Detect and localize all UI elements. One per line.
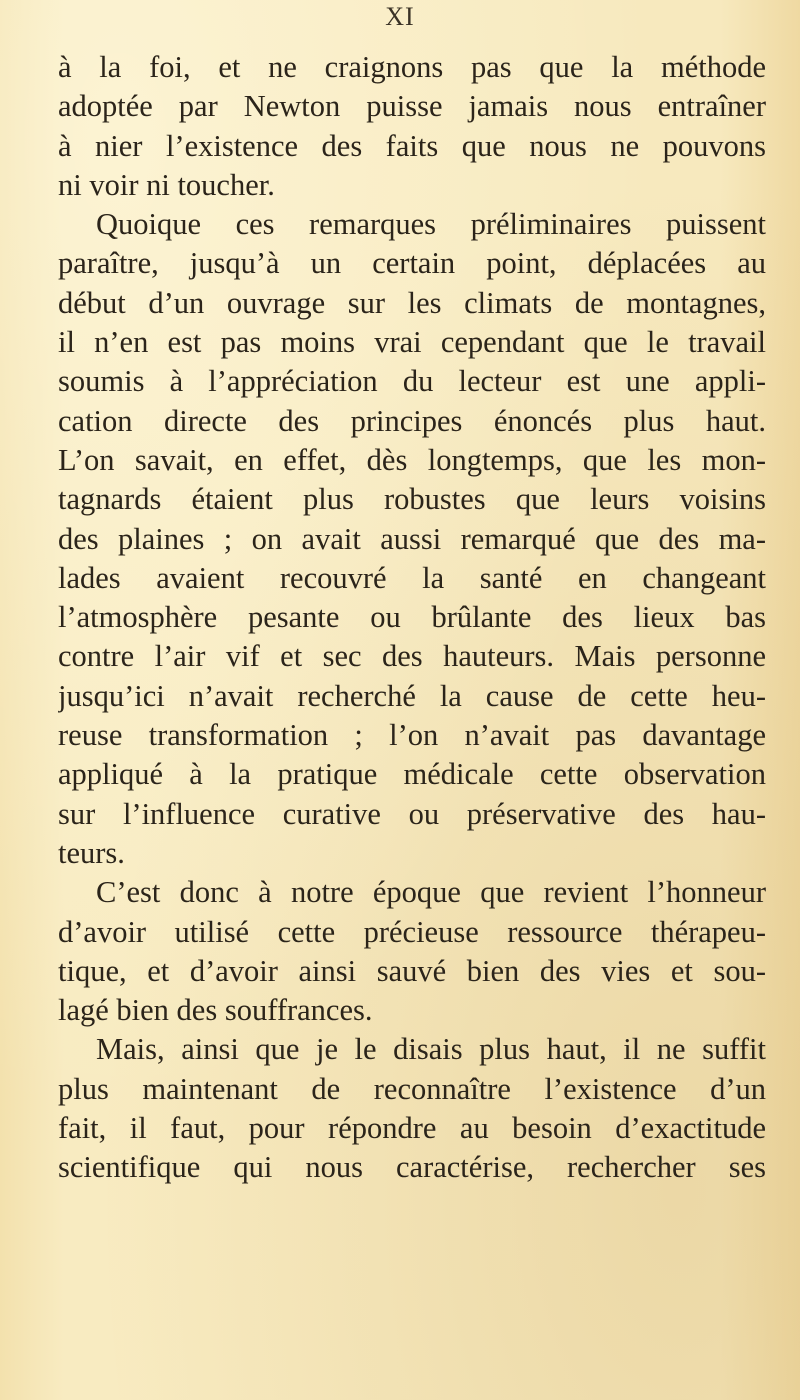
text-line: Quoique ces remarques préliminaires puissent: [96, 207, 766, 242]
text-line: à la foi, et ne craignons pas que la méthode: [58, 50, 766, 84]
text-line: jusqu’ici n’avait recherché la cause de cette heu-: [58, 678, 766, 713]
text-line: adoptée par Newton puisse jamais nous entraîner: [58, 89, 766, 124]
text-line: tique, et d’avoir ainsi sauvé bien des vies et sou-: [58, 953, 766, 988]
text-line: Mais, ainsi que je le disais plus haut, il ne suffit: [96, 1032, 766, 1067]
text-line: C’est donc à notre époque que revient l’honneur: [96, 875, 766, 910]
text-line: ni voir ni toucher.: [58, 167, 275, 202]
text-line: scientifique qui nous caractérise, rechercher ses: [58, 1150, 766, 1185]
text-line: contre l’air vif et sec des hauteurs. Mais personne: [58, 639, 766, 674]
text-line: début d’un ouvrage sur les climats de montagnes,: [58, 285, 766, 320]
body-text: [58, 48, 766, 1188]
text-line: reuse transformation ; l’on n’avait pas davantage: [58, 718, 766, 753]
text-line: à nier l’existence des faits que nous ne pouvons: [58, 128, 766, 163]
text-line: lagé bien des souffrances.: [58, 993, 373, 1028]
page-number: XI: [385, 2, 415, 31]
text-line: des plaines ; on avait aussi remarqué que des ma-: [58, 521, 766, 556]
text-line: lades avaient recouvré la santé en changeant: [58, 560, 766, 595]
text-line: soumis à l’appréciation du lecteur est une appli-: [58, 364, 766, 399]
text-line: teurs.: [58, 835, 125, 870]
text-line: d’avoir utilisé cette précieuse ressource thérapeu-: [58, 914, 766, 949]
text-line: appliqué à la pratique médicale cette observation: [58, 757, 766, 792]
text-line: fait, il faut, pour répondre au besoin d’exactitude: [58, 1111, 766, 1146]
text-line: sur l’influence curative ou préservative des hau-: [58, 796, 766, 831]
text-line: cation directe des principes énoncés plus haut.: [58, 403, 766, 438]
text-line: l’atmosphère pesante ou brûlante des lieux bas: [58, 600, 766, 635]
text-line: il n’en est pas moins vrai cependant que le travail: [58, 325, 766, 360]
text-line: L’on savait, en effet, dès longtemps, que les mon-: [58, 442, 766, 477]
text-line: tagnards étaient plus robustes que leurs voisins: [58, 482, 766, 517]
text-line: paraître, jusqu’à un certain point, déplacées au: [58, 246, 766, 281]
text-line: plus maintenant de reconnaître l’existence d’un: [58, 1071, 766, 1106]
